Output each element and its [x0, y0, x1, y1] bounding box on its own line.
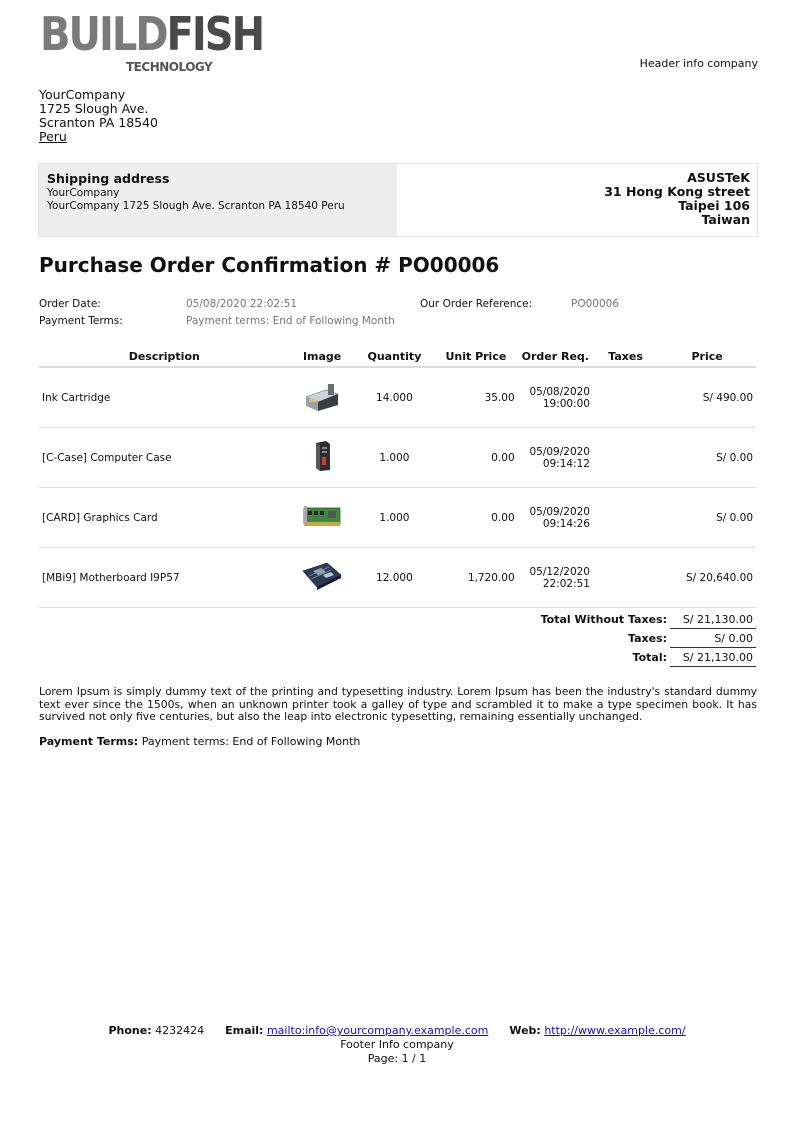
- shipping-title: Shipping address: [47, 171, 170, 186]
- line-order-date: 05/12/2020: [529, 565, 590, 578]
- untaxed-label: Total Without Taxes:: [540, 612, 667, 626]
- header-info: Header info company: [639, 57, 758, 70]
- order-date-label: Order Date:: [39, 298, 101, 310]
- total-value: S/ 21,130.00: [670, 648, 756, 667]
- line-description: [CARD] Graphics Card: [39, 488, 290, 548]
- payment-terms-note-label: Payment Terms:: [39, 735, 139, 748]
- address-block: [38, 163, 758, 237]
- col-unit-price: Unit Price: [434, 346, 518, 367]
- notes-text: Lorem Ipsum is simply dummy text of the printing and typesetting industry. Lorem Ipsum has been the industry's standard dummy text ever since the 1500s, when an unknown printer took a galley of type and scrambled it to make a type specimen book. It has survived not only five centuries, but also the leap into electronic typesetting, remaining essentially unchanged.: [39, 685, 757, 724]
- footer-info: Footer Info company: [340, 1038, 454, 1051]
- page-title: Purchase Order Confirmation # PO00006: [39, 253, 500, 277]
- line-unit-price: 35.00: [434, 367, 518, 428]
- footer-web-label: Web:: [509, 1024, 541, 1037]
- company-address: [39, 88, 158, 144]
- line-price: S/ 0.00: [658, 428, 756, 488]
- line-unit-price: 0.00: [434, 488, 518, 548]
- table-row: [39, 548, 756, 608]
- order-date-value: 05/08/2020 22:02:51: [186, 298, 298, 310]
- untaxed-value: S/ 21,130.00: [670, 610, 756, 629]
- vendor-address: [604, 171, 750, 227]
- line-quantity: 14.000: [355, 367, 434, 428]
- line-unit-price: 0.00: [434, 428, 518, 488]
- footer-email-link[interactable]: mailto:info@yourcompany.example.com: [266, 1024, 489, 1037]
- col-price: Price: [658, 346, 756, 367]
- table-header-row: [39, 346, 756, 367]
- col-taxes: Taxes: [593, 346, 658, 367]
- line-description: [MBi9] Motherboard I9P57: [39, 548, 290, 608]
- totals-total-row: [538, 648, 756, 667]
- line-price: S/ 20,640.00: [658, 548, 756, 608]
- footer-web-link[interactable]: http://www.example.com/: [544, 1024, 686, 1037]
- logo-text-build: BUILD: [40, 8, 167, 62]
- graphics-card-image: [302, 502, 342, 530]
- payment-terms-note-value: Payment terms: End of Following Month: [141, 735, 361, 748]
- line-taxes: [593, 488, 658, 548]
- line-price: S/ 490.00: [658, 367, 756, 428]
- company-name: YourCompany: [39, 87, 126, 102]
- company-street: 1725 Slough Ave.: [39, 101, 149, 116]
- payment-terms-label: Payment Terms:: [39, 315, 123, 327]
- company-country: Peru: [39, 129, 67, 144]
- line-unit-price: 1,720.00: [434, 548, 518, 608]
- line-taxes: [593, 548, 658, 608]
- col-image: Image: [290, 346, 355, 367]
- vendor-street: 31 Hong Kong street: [604, 184, 750, 199]
- line-description: Ink Cartridge: [39, 367, 290, 428]
- totals-untaxed-row: [538, 610, 756, 629]
- payment-terms-note: [39, 735, 360, 748]
- shipping-name: YourCompany: [47, 187, 120, 199]
- vendor-name: ASUSTeK: [687, 170, 750, 185]
- taxes-label: Taxes:: [627, 631, 667, 645]
- line-taxes: [593, 428, 658, 488]
- order-ref-value: PO00006: [571, 298, 619, 310]
- col-description: Description: [39, 346, 290, 367]
- line-quantity: 1.000: [355, 488, 434, 548]
- vendor-country: Taiwan: [701, 212, 750, 227]
- line-order-time: 19:00:00: [542, 397, 590, 410]
- footer-contacts: [0, 1024, 794, 1038]
- footer-phone-label: Phone:: [108, 1024, 152, 1037]
- shipping-address: [39, 164, 397, 236]
- line-order-date: 05/09/2020: [529, 445, 590, 458]
- footer-phone: 4232424: [155, 1024, 205, 1037]
- line-taxes: [593, 367, 658, 428]
- computer-case-image: [302, 440, 342, 472]
- shipping-full-address: YourCompany 1725 Slough Ave. Scranton PA 18540 Peru: [47, 200, 345, 212]
- total-label: Total:: [632, 650, 667, 664]
- order-ref-label: Our Order Reference:: [420, 298, 533, 310]
- taxes-value: S/ 0.00: [670, 629, 756, 648]
- col-order-req: Order Req.: [518, 346, 593, 367]
- payment-terms-value: Payment terms: End of Following Month: [186, 315, 395, 327]
- company-logo: [40, 8, 264, 76]
- page-number: Page: 1 / 1: [367, 1052, 427, 1065]
- line-order-time: 09:14:12: [542, 457, 590, 470]
- line-quantity: 12.000: [355, 548, 434, 608]
- line-order-date: 05/08/2020: [529, 385, 590, 398]
- motherboard-image: [301, 561, 343, 591]
- logo-text-fish: FISH: [166, 8, 264, 62]
- logo-subtitle: TECHNOLOGY: [126, 60, 213, 74]
- line-description: [C-Case] Computer Case: [39, 428, 290, 488]
- footer-email-label: Email:: [225, 1024, 264, 1037]
- table-row: [39, 428, 756, 488]
- col-quantity: Quantity: [355, 346, 434, 367]
- line-order-time: 22:02:51: [542, 577, 590, 590]
- line-price: S/ 0.00: [658, 488, 756, 548]
- totals-taxes-row: [538, 629, 756, 648]
- line-quantity: 1.000: [355, 428, 434, 488]
- line-order-time: 09:14:26: [542, 517, 590, 530]
- ink-cartridge-image: [302, 381, 342, 411]
- table-row: [39, 488, 756, 548]
- page-footer: [0, 1024, 794, 1066]
- totals-block: [538, 610, 756, 667]
- company-city: Scranton PA 18540: [39, 115, 159, 130]
- table-row: [39, 367, 756, 428]
- vendor-city: Taipei 106: [678, 198, 750, 213]
- line-order-date: 05/09/2020: [529, 505, 590, 518]
- order-lines-table: [39, 346, 756, 608]
